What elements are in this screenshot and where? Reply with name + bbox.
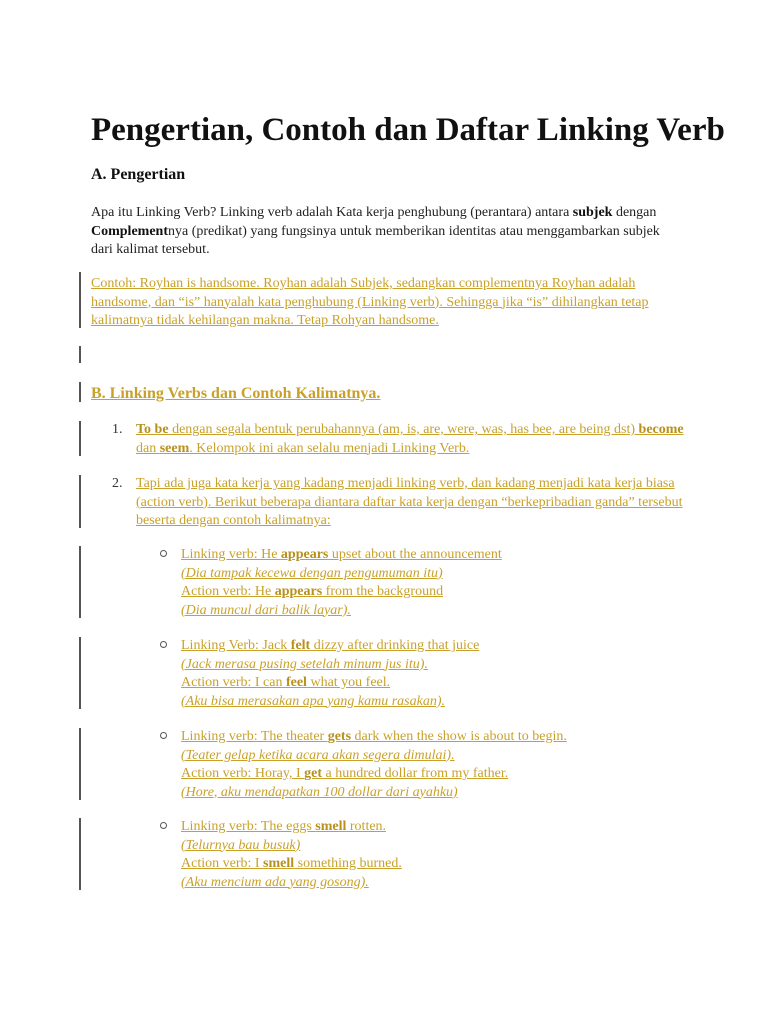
list-text: dan [136, 440, 160, 456]
translation-line: (Jack merasa pusing setelah minum jus itu). [181, 656, 428, 672]
change-bar [79, 421, 81, 456]
linking-verb-line: Linking verb: The theater gets dark when the show is about to begin. [181, 729, 567, 744]
circle-bullet-icon [160, 550, 167, 557]
circle-bullet-icon [160, 822, 167, 829]
change-bar [79, 637, 81, 709]
example-link[interactable] [181, 637, 681, 711]
list-text: . Kelompok ini akan selalu menjadi Linking Verb. [189, 440, 470, 456]
example-link[interactable] [181, 818, 681, 892]
list-item-link[interactable] [136, 421, 696, 458]
intro-paragraph [91, 204, 681, 260]
translation-line: (Teater gelap ketika acara akan segera dimulai). [181, 747, 455, 763]
change-bar [79, 382, 81, 402]
action-verb-line: Action verb: Horay, I get a hundred dollar from my father. [181, 766, 509, 781]
intro-text: nya (predikat) yang fungsinya untuk memberikan identitas atau menggambarkan subjek dari kalimat tersebut. [91, 223, 660, 257]
intro-bold-subjek: subjek [572, 205, 613, 220]
change-bar [79, 818, 81, 890]
translation-line: (Dia muncul dari balik layar). [181, 602, 351, 618]
intro-text: Apa itu Linking Verb? Linking verb adalah Kata kerja penghubung (perantara) antara [91, 205, 573, 220]
list-item-link[interactable]: Tapi ada juga kata kerja yang kadang menjadi linking verb, dan kadang menjadi kata kerja biasa (action verb). Berikut beberapa diantara daftar kata kerja dengan “berkepribadian ganda” tersebut beserta dengan contoh kalimatnya: [136, 476, 683, 528]
bold-to-be: To be [136, 422, 169, 437]
action-verb-line: Action verb: He appears from the background [181, 584, 444, 599]
intro-text: dengan [612, 205, 657, 220]
bold-become: become [638, 422, 684, 437]
linking-verb-line: Linking verb: He appears upset about the announcement [181, 547, 502, 562]
translation-line: (Aku mencium ada yang gosong). [181, 874, 369, 890]
circle-bullet-icon [160, 732, 167, 739]
section-a-heading: A. Pengertian [91, 166, 186, 183]
bold-seem: seem [159, 440, 190, 456]
list-text: dengan segala bentuk perubahannya (am, is, are, were, was, has bee, are being dst) [168, 422, 639, 437]
linking-verb-line: Linking Verb: Jack felt dizzy after drinking that juice [181, 638, 480, 653]
translation-line: (Dia tampak kecewa dengan pengumuman itu) [181, 565, 443, 581]
change-bar [79, 728, 81, 800]
change-bar [79, 475, 81, 528]
example-link[interactable] [181, 546, 681, 620]
change-bar [79, 346, 81, 363]
change-bar [79, 272, 81, 328]
list-number: 2. [112, 476, 123, 491]
translation-line: (Aku bisa merasakan apa yang kamu rasakan). [181, 693, 446, 709]
action-verb-line: Action verb: I smell something burned. [181, 856, 402, 871]
section-b-heading[interactable]: B. Linking Verbs dan Contoh Kalimatnya. [91, 385, 381, 402]
circle-bullet-icon [160, 641, 167, 648]
translation-line: (Hore, aku mendapatkan 100 dollar dari ayahku) [181, 784, 458, 800]
action-verb-line: Action verb: I can feel what you feel. [181, 675, 391, 690]
translation-line: (Telurnya bau busuk) [181, 837, 301, 853]
list-number: 1. [112, 422, 123, 437]
intro-bold-complement: Complement [91, 223, 168, 239]
change-bar [79, 546, 81, 618]
page-title: Pengertian, Contoh dan Daftar Linking Verb [91, 112, 725, 148]
example-link[interactable] [181, 728, 681, 802]
linking-verb-line: Linking verb: The eggs smell rotten. [181, 819, 387, 834]
example-paragraph[interactable]: Contoh: Royhan is handsome. Royhan adalah Subjek, sedangkan complementnya Royhan adalah handsome, dan “is” hanyalah kata penghubung (Linking verb). Sehingga jika “is” dihilangkan tetap kalimatnya tidak kehilangan makna. Tetap Rohyan handsome. [91, 276, 649, 328]
